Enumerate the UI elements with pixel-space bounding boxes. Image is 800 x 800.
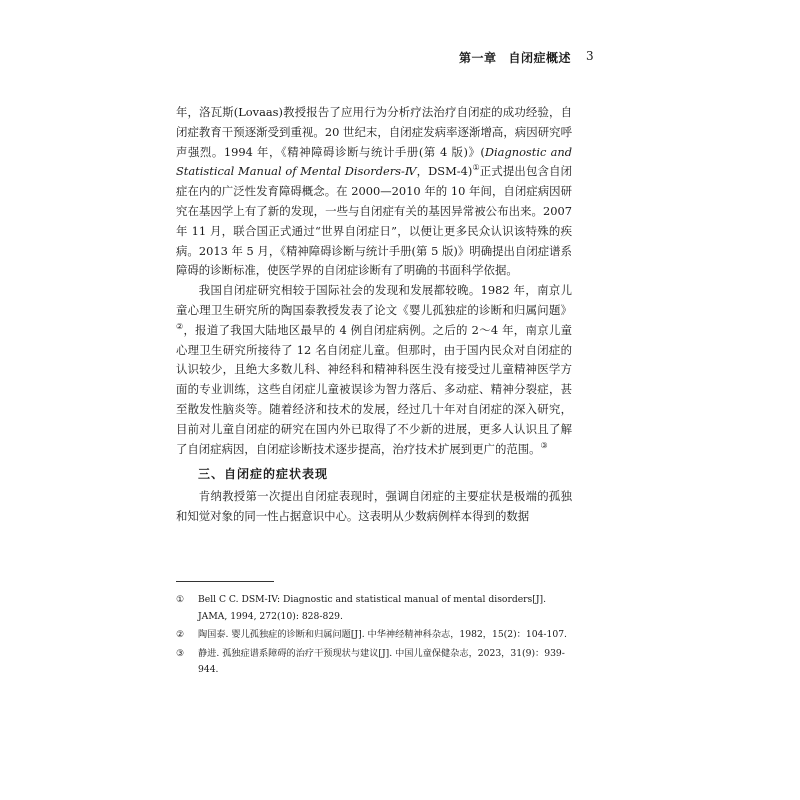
footnote-ref-3[interactable]: ③ [540,440,548,450]
footnote-ref-1[interactable]: ① [472,163,480,173]
footnote-divider [176,581,274,582]
paragraph-1-part-a: 年，洛瓦斯(Lovaas)教授报告了应用行为分析疗法治疗自闭症的成功经验，自闭症教育干预逐渐受到重视。20 世纪末，自闭症发病率逐渐增高，病因研究呼声强烈。1994 年，《精神障碍诊断与统计手册(第 4 版)》( [176,105,572,159]
paragraph-2-part-a: 我国自闭症研究相较于国际社会的发现和发展都较晚。1982 年，南京儿童心理卫生研究所的陶国泰教授发表了论文《婴儿孤独症的诊断和归属问题》 [176,283,572,317]
paragraph-2 [176,281,572,459]
running-header [458,49,595,66]
footnotes [176,592,576,681]
paragraph-3: 肯纳教授第一次提出自闭症表现时，强调自闭症的主要症状是极端的孤独和知觉对象的同一性占据意识中心。这表明从少数病例样本得到的数据 [176,489,572,523]
footnote-text: Bell C C. DSM-IV: Diagnostic and statistical manual of mental disorders[J]. JAMA, 1994, 272(10): 828-829. [198,594,547,622]
footnote-item [176,592,576,625]
section-heading: 三、自闭症的症状表现 [198,467,329,482]
footnote-mark: ① [176,594,185,605]
chapter-label: 第一章 [458,51,497,65]
footnote-text: 静进. 孤独症谱系障碍的治疗干预现状与建议[J]. 中国儿童保健杂志，2023，31(9)：939-944. [198,647,565,675]
paragraph-1 [176,103,572,281]
page-number: 3 [586,49,595,63]
footnote-mark: ③ [176,647,185,659]
paragraph-2-part-b: ，报道了我国大陆地区最早的 4 例自闭症病例。之后的 2～4 年，南京儿童心理卫生研究所接待了 12 名自闭症儿童。但那时，由于国内民众对自闭症的认识较少，且绝大多数儿科、神经科和精神科医生没有接受过儿童精神医学方面的专业训练，这些自闭症儿童被误诊为智力落后、多动症、精神分裂症，甚至散发性脑炎等。随着经济和技术的发展，经过几十年对自闭症的深入研究，目前对儿童自闭症的研究在国内外已取得了不少新的进展，更多人认识且了解了自闭症病因，自闭症诊断技术逐步提高，治疗技术扩展到更广的范围。 [176,322,572,456]
footnote-item [176,627,576,644]
footnote-ref-2[interactable]: ② [176,321,184,331]
body-text [176,103,572,527]
chapter-title: 自闭症概述 [508,51,571,65]
dsm-title-italic: Diagnostic and Statistical Manual of Mental Disorders-Ⅳ [176,144,572,179]
paragraph-1-part-b: ，DSM-4) [416,164,473,179]
footnote-mark: ② [176,629,185,640]
paragraph-1-part-c: 正式提出包含自闭症在内的广泛性发育障碍概念。在 2000—2010 年的 10 年间，自闭症病因研究在基因学上有了新的发现，一些与自闭症有关的基因异常被公布出来。2007 年 11 月，联合国正式通过“世界自闭症日”，以便让更多民众认识该特殊的疾病。2013 年 5 月，《精神障碍诊断与统计手册(第 5 版)》明确提出自闭症谱系障碍的诊断标准，使医学界的自闭症诊断有了明确的书面科学依据。 [176,164,573,278]
footnote-item [176,646,576,679]
footnote-text: 陶国泰. 婴儿孤独症的诊断和归属问题[J]. 中华神经精神科杂志，1982，15(2)：104-107. [198,629,567,640]
